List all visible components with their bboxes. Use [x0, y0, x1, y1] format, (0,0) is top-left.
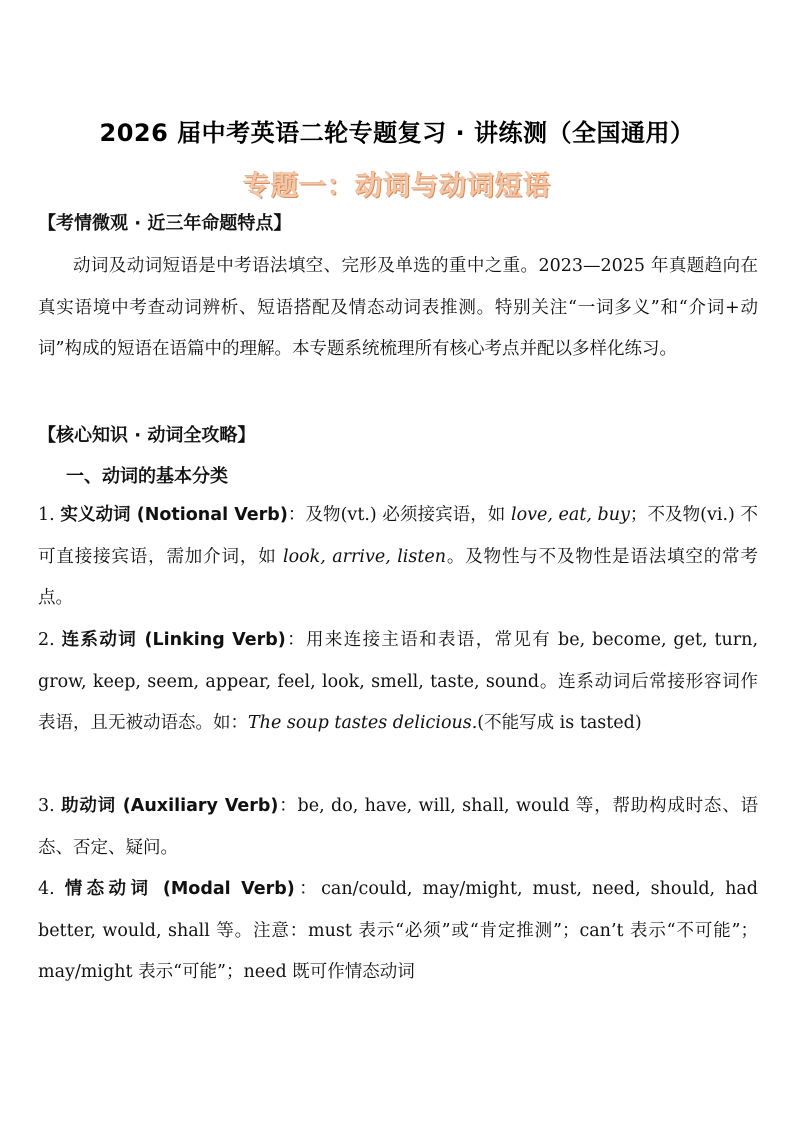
item-term: 情态动词 (Modal Verb) [64, 879, 295, 899]
item-linking-verb [38, 620, 758, 745]
item-text: ；不及物(vi.) 不可直接接宾语，需加介词，如 [38, 505, 759, 567]
item-term: 实义动词 (Notional Verb) [60, 505, 288, 525]
item-modal-verb [38, 869, 758, 994]
example-sentence: The soup tastes delicious. [248, 713, 478, 733]
section-heading-core-knowledge: 【核心知识 · 动词全攻略】 [38, 425, 256, 446]
exam-trends-paragraph: 动词及动词短语是中考语法填空、完形及单选的重中之重。2023—2025 年真题趋向在真实语境中考查动词辨析、短语搭配及情态动词表推测。特别关注“一词多义”和“介词+动词”构成的短语在语篇中的理解。本专题系统梳理所有核心考点并配以多样化练习。 [38, 256, 758, 359]
section-heading-exam-trends: 【考情微观 · 近三年命题特点】 [38, 213, 292, 234]
item-text: (不能写成 is tasted) [477, 713, 642, 733]
item-term: 连系动词 (Linking Verb) [61, 630, 286, 650]
item-term: 助动词 (Auxiliary Verb) [61, 796, 279, 816]
item-text: ：及物(vt.) 必须接宾语，如 [287, 505, 511, 525]
topic-subtitle: 专题一：动词与动词短语 [243, 171, 551, 202]
example-words: look, arrive, listen [282, 546, 447, 567]
item-number: 2. [38, 630, 62, 650]
item-text: ：用来连接主语和表语，常见有 be, become, get, turn, grow, keep, seem, appear, feel, look, smell, taste, sound。连系动词后常接形容词作表语，且无被动语态。如： [38, 630, 759, 733]
item-notional-verb [38, 495, 758, 620]
subheading-verb-classification: 一、动词的基本分类 [66, 466, 228, 487]
item-text: ：be, do, have, will, shall, would 等，帮助构成时态、语态、否定、疑问。 [38, 796, 759, 858]
item-number: 3. [38, 796, 62, 816]
example-words: love, eat, buy [510, 505, 630, 525]
item-number: 1. [38, 505, 61, 525]
item-text: ：can/could, may/might, must, need, should, had better, would, shall 等。注意：must 表示“必须”或“肯定推测”；can’t 表示“不可能”；may/might 表示“可能”；need 既可作情态动词 [38, 879, 758, 982]
document-title: 2026 届中考英语二轮专题复习 · 讲练测（全国通用） [99, 119, 695, 147]
item-text: 。及物性与不及物性是语法填空的常考点。 [38, 546, 759, 608]
item-auxiliary-verb [38, 786, 758, 869]
item-number: 4. [38, 879, 65, 899]
